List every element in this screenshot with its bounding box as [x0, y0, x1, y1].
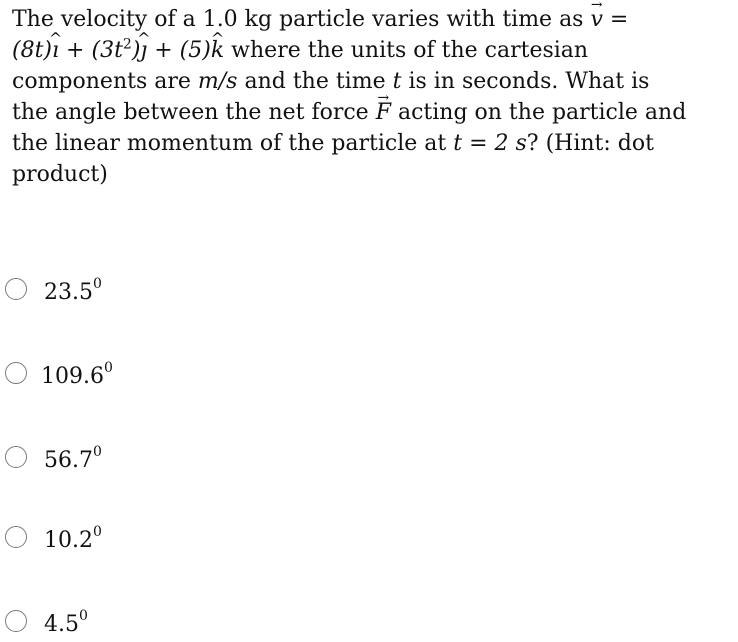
answer-option-label: [44, 444, 102, 473]
answer-option-label: [44, 276, 102, 305]
velocity-unit: m/s: [197, 69, 238, 94]
question-line-3-text: components are: [12, 69, 198, 94]
answer-option-label: [44, 608, 88, 637]
question-text: [12, 4, 732, 190]
time-value: t = 2 s: [453, 131, 527, 156]
radio-button[interactable]: [5, 446, 27, 468]
question-line-3-end: is in seconds. What is: [401, 69, 650, 94]
question-line-4: [12, 97, 732, 128]
answer-option-label: [44, 524, 102, 553]
velocity-y-exponent: 2: [122, 36, 132, 53]
answer-option-2[interactable]: [5, 356, 113, 390]
time-symbol: t: [392, 69, 402, 94]
answer-option-4[interactable]: [5, 520, 102, 554]
velocity-vector-symbol: v →: [590, 4, 602, 35]
question-line-2-text: where the units of the cartesian: [224, 38, 589, 63]
question-line-5-end: ? (Hint: dot: [526, 131, 654, 156]
answer-value: 56.7: [44, 447, 93, 473]
question-line-4-text: the angle between the net force: [12, 100, 376, 125]
answer-value: 4.5: [44, 611, 79, 637]
degree-symbol: 0: [92, 524, 102, 541]
question-line-2: [12, 35, 732, 66]
force-vector-symbol: F →: [376, 97, 391, 128]
velocity-y-term: + (3t: [59, 38, 123, 63]
answer-option-label: [41, 360, 113, 389]
radio-button[interactable]: [5, 278, 27, 300]
degree-symbol: 0: [92, 444, 102, 461]
question-line-4-end: acting on the particle and: [390, 100, 687, 125]
answer-value: 109.6: [41, 363, 104, 389]
answer-option-3[interactable]: [5, 440, 102, 474]
velocity-y-close: ): [131, 38, 141, 63]
velocity-x-term: (8t): [12, 38, 53, 63]
degree-symbol: 0: [92, 276, 102, 293]
question-line-1: [12, 4, 732, 35]
question-line-3-mid: and the time: [237, 69, 393, 94]
unit-vector-j: ȷ ^: [140, 35, 147, 66]
radio-button[interactable]: [5, 610, 27, 632]
question-line-5-text: the linear momentum of the particle at: [12, 131, 454, 156]
radio-button[interactable]: [5, 362, 27, 384]
answer-option-5[interactable]: [5, 604, 88, 638]
question-line-1-equals: =: [602, 7, 629, 32]
answer-value: 23.5: [44, 279, 93, 305]
question-line-5: [12, 128, 732, 159]
unit-vector-k: k ^: [211, 35, 224, 66]
degree-symbol: 0: [103, 360, 113, 377]
question-line-6: product): [12, 162, 108, 187]
answer-value: 10.2: [44, 527, 93, 553]
velocity-z-term: + (5): [147, 38, 211, 63]
unit-vector-i: ı ^: [52, 35, 59, 66]
radio-button[interactable]: [5, 526, 27, 548]
answer-option-1[interactable]: [5, 272, 102, 306]
question-line-3: [12, 66, 732, 97]
question-line-1-text: The velocity of a 1.0 kg particle varies with time as: [12, 7, 591, 32]
degree-symbol: 0: [79, 608, 88, 625]
